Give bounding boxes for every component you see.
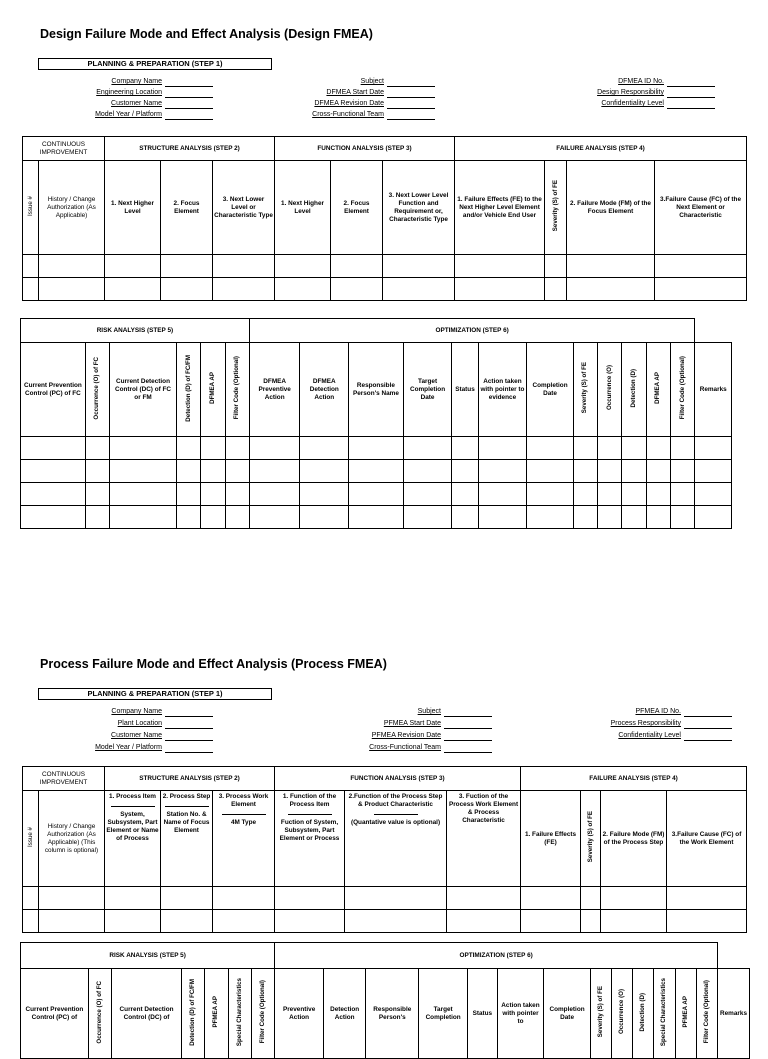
pfmea-field-customer[interactable]: Customer Name <box>78 731 213 741</box>
pfmea-field-revision-date[interactable]: PFMEA Revision Date <box>335 731 492 741</box>
pfmea-field-subject[interactable]: Subject <box>335 707 492 717</box>
detection2-header: Detection (D) <box>633 969 654 1059</box>
severity2-header: Severity (S) of FE <box>573 343 597 437</box>
pfmea-field-id[interactable]: PFMEA ID No. <box>578 707 732 717</box>
structure-focus-header: 2. Focus Element <box>161 161 213 255</box>
function-next-higher-header: 1. Next Higher Level <box>275 161 331 255</box>
responsible-person-header: Responsible Person's Name <box>349 343 404 437</box>
function-next-lower-header: 3. Next Lower Level Function and Requirement or, Characteristic Type <box>383 161 455 255</box>
completion-date-header: Completion Date <box>527 343 574 437</box>
failure-cause-header: 3.Failure Cause (FC) of the Work Element <box>667 791 747 887</box>
detection2-header: Detection (D) <box>622 343 646 437</box>
table-row[interactable] <box>21 506 732 529</box>
pfmea-field-model-year[interactable]: Model Year / Platform <box>70 743 213 753</box>
special-characteristics-header: Special Characteristics <box>228 969 251 1059</box>
function-focus-header: 2. Focus Element <box>331 161 383 255</box>
preventive-action-header: DFMEA Preventive Action <box>249 343 300 437</box>
pfmea-field-start-date[interactable]: PFMEA Start Date <box>335 719 492 729</box>
structure-analysis-header: STRUCTURE ANALYSIS (STEP 2) <box>105 767 275 791</box>
severity-header: Severity (S) of FE <box>581 791 601 887</box>
table-row[interactable] <box>21 437 732 460</box>
responsible-person-header: Responsible Person's <box>366 969 419 1059</box>
dfmea-field-company[interactable]: Company Name <box>78 77 213 87</box>
remarks-header: Remarks <box>718 969 750 1059</box>
occurrence-header: Occurrence (O) of FC <box>85 343 109 437</box>
dfmea-field-team[interactable]: Cross-Functional Team <box>280 110 435 120</box>
failure-effects-header: 1. Failure Effects (FE) to the Next Higher Level Element and/or Vehicle End User <box>455 161 545 255</box>
issue-number-header: Issue # <box>23 161 39 255</box>
structure-analysis-header: STRUCTURE ANALYSIS (STEP 2) <box>105 137 275 161</box>
prevention-control-header: Current Prevention Control (PC) of <box>21 969 89 1059</box>
function-work-element-header: 3. Fuction of the Process Work Element & Process Characteristic <box>447 791 521 887</box>
prevention-control-header: Current Prevention Control (PC) of FC <box>21 343 86 437</box>
remarks-header: Remarks <box>695 343 732 437</box>
continuous-improvement-header: CONTINUOUS IMPROVEMENT <box>23 137 105 161</box>
table-row[interactable] <box>23 278 747 301</box>
ap-header: DFMEA AP <box>201 343 225 437</box>
process-work-element-header: 3. Process Work Element 4M Type <box>213 791 275 887</box>
dfmea-field-id[interactable]: DFMEA ID No. <box>560 77 715 87</box>
ap2-header: PFMEA AP <box>675 969 696 1059</box>
pfmea-field-company[interactable]: Company Name <box>78 707 213 717</box>
ap2-header: DFMEA AP <box>646 343 670 437</box>
dfmea-field-subject[interactable]: Subject <box>280 77 435 87</box>
process-step-header: 2. Process Step Station No. & Name of Focus Element <box>161 791 213 887</box>
failure-mode-header: 2. Failure Mode (FM) of the Focus Element <box>567 161 655 255</box>
status-header: Status <box>452 343 478 437</box>
dfmea-field-model-year[interactable]: Model Year / Platform <box>70 110 213 120</box>
completion-date-header: Completion Date <box>544 969 591 1059</box>
pfmea-title: Process Failure Mode and Effect Analysis (Process FMEA) <box>40 657 387 671</box>
failure-analysis-header: FAILURE ANALYSIS (STEP 4) <box>455 137 747 161</box>
dfmea-field-start-date[interactable]: DFMEA Start Date <box>280 88 435 98</box>
detection-header: Detection (D) of FC/FM <box>176 343 200 437</box>
detection-action-header: DFMEA Detection Action <box>300 343 349 437</box>
risk-analysis-header: RISK ANALYSIS (STEP 5) <box>21 319 250 343</box>
failure-mode-header: 2. Failure Mode (FM) of the Process Step <box>601 791 667 887</box>
occurrence-header: Occurrence (O) of FC <box>88 969 111 1059</box>
table-row[interactable] <box>21 483 732 506</box>
target-date-header: Target Completion Date <box>403 343 452 437</box>
filter-code-header: Filter Code (Optional) <box>225 343 249 437</box>
table-row[interactable] <box>23 255 747 278</box>
optimization-header: OPTIMIZATION (STEP 6) <box>275 943 718 969</box>
filter-code2-header: Filter Code (Optional) <box>671 343 695 437</box>
structure-next-lower-header: 3. Next Lower Level or Characteristic Type <box>213 161 275 255</box>
failure-cause-header: 3.Failure Cause (FC) of the Next Element or Characteristic <box>655 161 747 255</box>
history-header: History / Change Authorization (As Applicable) <box>39 161 105 255</box>
optimization-header: OPTIMIZATION (STEP 6) <box>249 319 695 343</box>
continuous-improvement-header: CONTINUOUS IMPROVEMENT <box>23 767 105 791</box>
occurrence2-header: Occurrence (O) <box>612 969 633 1059</box>
action-taken-header: Action taken with pointer to <box>497 969 544 1059</box>
dfmea-field-confidentiality[interactable]: Confidentiality Level <box>560 99 715 109</box>
pfmea-risk-optimization-table <box>20 942 750 1059</box>
function-process-item-header: 1. Function of the Process Item Fuction of System, Subsystem, Part Element or Process <box>275 791 345 887</box>
failure-analysis-header: FAILURE ANALYSIS (STEP 4) <box>521 767 747 791</box>
table-row[interactable] <box>23 887 747 910</box>
pfmea-field-team[interactable]: Cross-Functional Team <box>335 743 492 753</box>
table-row[interactable] <box>21 460 732 483</box>
pfmea-analysis-table <box>22 766 747 933</box>
filter-code2-header: Filter Code (Optional) <box>696 969 717 1059</box>
dfmea-planning-header: PLANNING & PREPARATION (STEP 1) <box>38 58 272 70</box>
dfmea-field-revision-date[interactable]: DFMEA Revision Date <box>280 99 435 109</box>
process-item-header: 1. Process Item System, Subsystem, Part Element or Name of Process <box>105 791 161 887</box>
pfmea-planning-header: PLANNING & PREPARATION (STEP 1) <box>38 688 272 700</box>
pfmea-field-confidentiality[interactable]: Confidentiality Level <box>578 731 732 741</box>
dfmea-title: Design Failure Mode and Effect Analysis (Design FMEA) <box>40 27 373 41</box>
detection-header: Detection (D) of FC/FM <box>182 969 205 1059</box>
action-taken-header: Action taken with pointer to evidence <box>478 343 527 437</box>
preventive-action-header: Preventive Action <box>275 969 324 1059</box>
risk-analysis-header: RISK ANALYSIS (STEP 5) <box>21 943 275 969</box>
occurrence2-header: Occurrence (O) <box>598 343 622 437</box>
detection-action-header: Detection Action <box>323 969 365 1059</box>
detection-control-header: Current Detection Control (DC) of <box>112 969 182 1059</box>
dfmea-risk-optimization-table <box>20 318 732 529</box>
structure-next-higher-header: 1. Next Higher Level <box>105 161 161 255</box>
severity2-header: Severity (S) of FE <box>590 969 611 1059</box>
severity-header: Severity (S) of FE <box>545 161 567 255</box>
detection-control-header: Current Detection Control (DC) of FC or FM <box>110 343 177 437</box>
filter-code-header: Filter Code (Optional) <box>251 969 274 1059</box>
pfmea-field-location[interactable]: Plant Location <box>78 719 213 729</box>
failure-effects-header: 1. Failure Effects (FE) <box>521 791 581 887</box>
function-analysis-header: FUNCTION ANALYSIS (STEP 3) <box>275 767 521 791</box>
dfmea-field-customer[interactable]: Customer Name <box>78 99 213 109</box>
issue-number-header: Issue # <box>23 791 39 887</box>
history-header: History / Change Authorization (As Applicable) (This column is optional) <box>39 791 105 887</box>
dfmea-field-responsibility[interactable]: Design Responsibility <box>560 88 715 98</box>
dfmea-analysis-table <box>22 136 747 301</box>
special-characteristics2-header: Special Characteristics <box>654 969 675 1059</box>
table-row[interactable] <box>23 910 747 933</box>
target-date-header: Target Completion <box>419 969 468 1059</box>
function-process-step-header: 2.Function of the Process Step & Product Characteristic (Quantative value is optional) <box>345 791 447 887</box>
function-analysis-header: FUNCTION ANALYSIS (STEP 3) <box>275 137 455 161</box>
pfmea-field-responsibility[interactable]: Process Responsibility <box>578 719 732 729</box>
dfmea-field-location[interactable]: Engineering Location <box>78 88 213 98</box>
status-header: Status <box>468 969 498 1059</box>
ap-header: PFMEA AP <box>205 969 228 1059</box>
